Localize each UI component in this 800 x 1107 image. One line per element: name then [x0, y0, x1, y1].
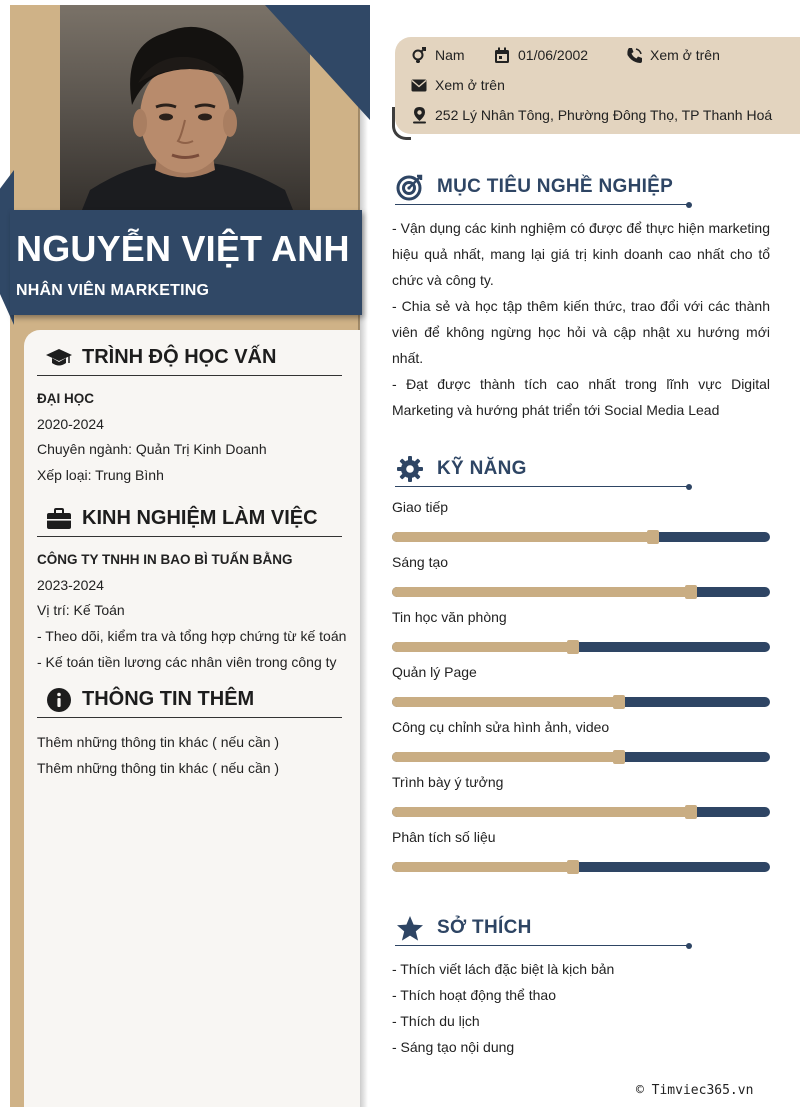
contact-box — [395, 37, 800, 134]
skill-name: Sáng tạo — [392, 554, 449, 570]
skill-bar — [392, 807, 770, 817]
experience-position: Vị trí: Kế Toán — [37, 602, 125, 619]
objective-paragraph: - Đạt được thành tích cao nhất trong lĩnh vực Digital Marketing và hướng phát triển tới Social Media Lead — [392, 376, 770, 418]
hobby-item: - Thích viết lách đặc biệt là kịch bản — [392, 961, 615, 977]
skills-header — [395, 454, 527, 484]
skill-item — [392, 499, 770, 519]
extra-info-section — [37, 682, 342, 781]
skill-name: Quản lý Page — [392, 664, 477, 680]
education-rank: Xếp loại: Trung Bình — [37, 467, 164, 484]
experience-section — [37, 501, 347, 676]
skill-bar-fill — [392, 697, 619, 707]
skill-bar-knob — [613, 750, 625, 764]
skill-bar — [392, 532, 770, 542]
hobbies-divider — [395, 945, 688, 946]
objective-paragraph: - Chia sẻ và học tập thêm kiến thức, trao đổi với các thành viên để không ngừng học hỏi và cập nhật xu hướng mới nhất. — [392, 298, 770, 366]
gear-icon — [395, 454, 425, 484]
skills-divider — [395, 486, 688, 487]
skill-bar-knob — [685, 805, 697, 819]
left-panel — [24, 330, 360, 1107]
skill-bar — [392, 697, 770, 707]
contact-phone-value: Xem ở trên — [650, 47, 720, 63]
contact-email — [410, 76, 505, 94]
graduation-cap-icon — [45, 346, 73, 370]
experience-title: KINH NGHIỆM LÀM VIỆC — [82, 507, 318, 529]
hobbies-title: SỞ THÍCH — [437, 917, 532, 938]
education-header — [37, 340, 342, 376]
gender-icon — [410, 46, 428, 64]
skill-name: Công cụ chỉnh sửa hình ảnh, video — [392, 719, 610, 735]
skill-bar-fill — [392, 807, 691, 817]
hobby-item: - Thích du lịch — [392, 1013, 480, 1029]
education-title: TRÌNH ĐỘ HỌC VẤN — [82, 346, 277, 368]
contact-gender — [410, 46, 465, 64]
skill-bar-knob — [567, 640, 579, 654]
skill-item — [392, 664, 770, 684]
job-title: NHÂN VIÊN MARKETING — [16, 282, 210, 299]
calendar-icon — [493, 46, 511, 64]
hobby-item: - Sáng tạo nội dung — [392, 1039, 515, 1055]
full-name: NGUYỄN VIỆT ANH — [16, 228, 350, 269]
skill-item — [392, 554, 770, 574]
extra-info-title: THÔNG TIN THÊM — [82, 688, 255, 710]
education-school: ĐẠI HỌC — [37, 391, 94, 406]
skill-bar-knob — [647, 530, 659, 544]
briefcase-icon — [45, 507, 73, 531]
skill-bar — [392, 642, 770, 652]
skill-item — [392, 719, 770, 739]
skill-bar-knob — [613, 695, 625, 709]
education-period: 2020-2024 — [37, 415, 104, 432]
education-major: Chuyên ngành: Quản Trị Kinh Doanh — [37, 441, 267, 458]
envelope-icon — [410, 76, 428, 94]
skill-name: Tin học văn phòng — [392, 609, 507, 625]
objective-paragraph: - Vận dụng các kinh nghiệm có được để thực hiện marketing hiệu quả nhất, mang lại giá trị kinh doanh cao nhất cho tổ chức và công ty. — [392, 220, 770, 288]
skill-bar-knob — [567, 860, 579, 874]
skill-name: Giao tiếp — [392, 499, 449, 515]
experience-header — [37, 501, 342, 537]
objective-title: MỤC TIÊU NGHỀ NGHIỆP — [437, 176, 674, 197]
info-circle-icon — [45, 688, 73, 712]
skill-bar-fill — [392, 532, 653, 542]
avatar — [60, 5, 310, 215]
extra-info-header — [37, 682, 342, 718]
target-icon — [395, 172, 425, 202]
location-pin-icon — [410, 106, 428, 124]
experience-period: 2023-2024 — [37, 576, 104, 593]
contact-email-value: Xem ở trên — [435, 77, 505, 93]
skill-bar — [392, 752, 770, 762]
skill-bar-fill — [392, 752, 619, 762]
star-icon — [395, 913, 425, 943]
skill-bar-fill — [392, 587, 691, 597]
objective-text — [392, 215, 770, 423]
experience-task: - Kế toán tiền lương các nhân viên trong công ty — [37, 653, 337, 670]
copyright-footer: © Timviec365.vn — [636, 1083, 754, 1098]
skill-item — [392, 829, 770, 849]
skill-bar-fill — [392, 642, 573, 652]
education-section — [37, 340, 342, 489]
hobbies-header — [395, 913, 532, 943]
skill-bar-fill — [392, 862, 573, 872]
contact-birthday — [493, 46, 588, 64]
experience-task: - Theo dõi, kiểm tra và tổng hợp chứng từ kế toán — [37, 628, 347, 645]
skill-bar-knob — [685, 585, 697, 599]
experience-company: CÔNG TY TNHH IN BAO BÌ TUẤN BẰNG — [37, 552, 293, 567]
avatar-portrait — [60, 5, 310, 215]
skills-title: KỸ NĂNG — [437, 458, 527, 479]
skill-bar — [392, 862, 770, 872]
contact-birthday-value: 01/06/2002 — [518, 47, 589, 63]
extra-info-line: Thêm những thông tin khác ( nếu cần ) — [37, 734, 280, 750]
skill-name: Trình bày ý tưởng — [392, 774, 504, 790]
skill-item — [392, 774, 770, 794]
contact-phone — [625, 46, 720, 64]
objective-header — [395, 172, 673, 202]
skill-name: Phân tích số liệu — [392, 829, 496, 845]
contact-address — [410, 106, 772, 124]
objective-divider — [395, 204, 688, 205]
hobbies-list — [392, 956, 614, 1060]
name-banner — [10, 210, 362, 315]
hobby-item: - Thích hoạt động thể thao — [392, 987, 556, 1003]
skill-bar — [392, 587, 770, 597]
contact-gender-value: Nam — [435, 47, 465, 63]
extra-info-line: Thêm những thông tin khác ( nếu cần ) — [37, 759, 280, 776]
skill-item — [392, 609, 770, 629]
contact-address-value: 252 Lý Nhân Tông, Phường Đông Thọ, TP Thanh Hoá — [435, 107, 773, 123]
phone-icon — [625, 46, 643, 64]
